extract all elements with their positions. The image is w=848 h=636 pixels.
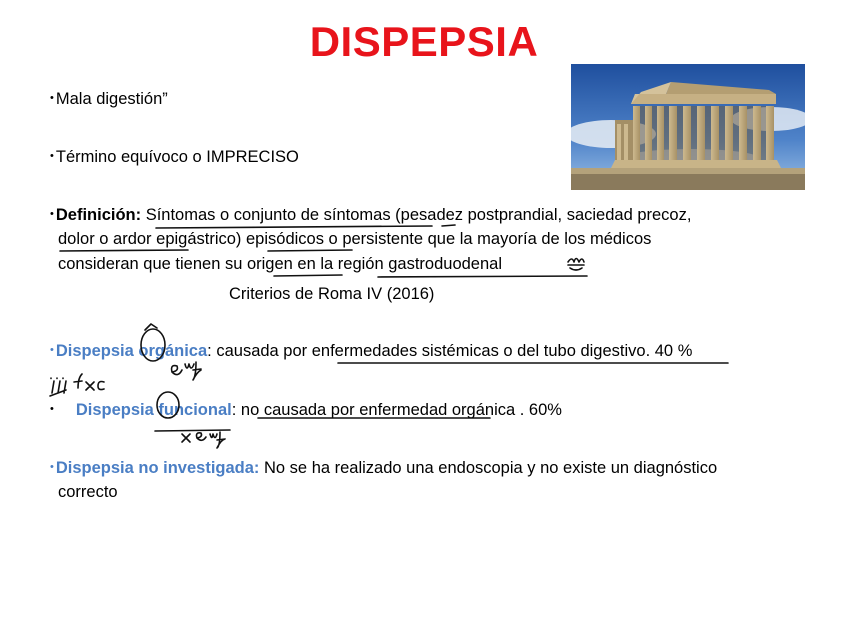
funcional-label: Dispepsia funcional bbox=[75, 401, 232, 419]
definicion-text: Síntomas o conjunto de síntomas (pesadez postprandial, saciedad precoz, bbox=[141, 206, 692, 224]
bullet-termino bbox=[50, 145, 299, 168]
parthenon-image bbox=[571, 64, 805, 190]
organica-text: : causada por enfermedades sistémicas o del tubo digestivo. 40 % bbox=[207, 342, 693, 360]
bullet-mark: • bbox=[50, 92, 54, 104]
bullet-dispepsia-organica bbox=[50, 339, 692, 362]
organica-label: Dispepsia orgánica bbox=[55, 342, 208, 360]
bullet-text: Mala digestión” bbox=[55, 90, 168, 108]
bullet-definicion bbox=[50, 203, 691, 226]
definicion-line-2: dolor o ardor epigástrico) episódicos o persistente que la mayoría de los médicos bbox=[58, 230, 652, 248]
bullet-dispepsia-no-investigada bbox=[50, 456, 717, 479]
no-investigada-line-2: correcto bbox=[58, 483, 118, 501]
bullet-mark: • bbox=[50, 461, 54, 473]
definicion-line-3: consideran que tienen su origen en la región gastroduodenal bbox=[58, 255, 502, 273]
bullet-mala-digestion bbox=[50, 87, 168, 110]
criterios-roma: Criterios de Roma IV (2016) bbox=[229, 285, 435, 303]
definicion-label: Definición: bbox=[55, 206, 142, 224]
bullet-mark: • bbox=[50, 208, 54, 220]
bullet-text: Término equívoco o IMPRECISO bbox=[55, 148, 299, 166]
bullet-mark: • bbox=[50, 403, 54, 415]
funcional-text: : no causada por enfermedad orgánica . 60% bbox=[231, 401, 562, 419]
no-investigada-label: Dispepsia no investigada: bbox=[55, 459, 260, 477]
bullet-mark: • bbox=[50, 150, 54, 162]
bullet-dispepsia-funcional bbox=[50, 398, 562, 421]
page-title: DISPEPSIA bbox=[309, 18, 539, 65]
no-investigada-text: No se ha realizado una endoscopia y no existe un diagnóstico bbox=[259, 459, 718, 477]
bullet-mark: • bbox=[50, 344, 54, 356]
